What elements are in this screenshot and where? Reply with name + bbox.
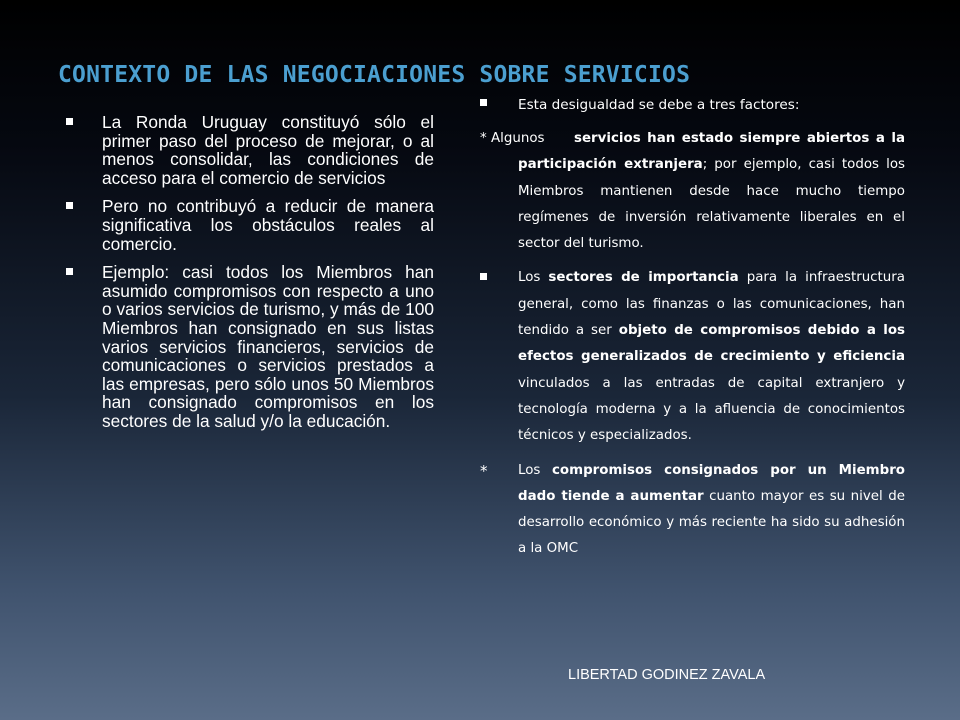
square-bullet-icon: [66, 268, 73, 275]
slide-title: CONTEXTO DE LAS NEGOCIACIONES SOBRE SERVICIOS: [58, 62, 691, 88]
factor-bold: sectores de importancia: [548, 270, 739, 286]
left-bullet-item: [66, 197, 434, 253]
factor-text: [518, 458, 905, 563]
left-bullet-item: [66, 113, 434, 187]
square-bullet-icon: [66, 118, 73, 125]
factor-text-part: cuanto mayor es su nivel de desarrollo económico y más reciente ha sido su adhesión a la OMC: [518, 488, 905, 557]
factor-text-part: vinculados a las entradas de capital extranjero y tecnología moderna y a la afluencia de conocimientos técnicos y especializados.: [518, 375, 905, 444]
factor-text-part: Los: [518, 270, 549, 286]
factor-item-1: [480, 126, 905, 257]
asterisk-marker: *: [480, 461, 488, 480]
author-footer: LIBERTAD GODINEZ ZAVALA: [568, 667, 766, 683]
left-column: [66, 113, 434, 441]
asterisk-marker: *: [480, 131, 487, 146]
bullet-text: Pero no contribuyó a reducir de manera significativa los obstáculos reales al comercio.: [102, 196, 434, 254]
square-bullet-icon: [480, 99, 487, 106]
factor-text-part: Los: [518, 462, 552, 478]
factor-bold: compromisos consignados por un Miembro dado tiende a aumentar: [518, 462, 906, 504]
factor-item-3: [480, 458, 905, 563]
factor-lead-word: Algunos: [490, 131, 545, 146]
factor-text: [518, 265, 905, 449]
bullet-text: Ejemplo: casi todos los Miembros han asumido compromisos con respecto a uno o varios servicios de turismo, y más de 100 Miembros han consignado en sus listas varios servicios financieros, servicios de comunicaciones o servicios prestados a las empresas, pero sólo unos 50 Miembros han consignado compromisos en los sectores de la salud y/o la educación.: [102, 262, 434, 431]
factor-text-part: para la infraestructura general, como las finanzas o las comunicaciones, han tendido a ser: [518, 270, 905, 339]
factor-bold: objeto de compromisos debido a los efectos generalizados de crecimiento y eficiencia: [518, 323, 905, 365]
square-bullet-icon: [480, 273, 487, 280]
bullet-text: La Ronda Uruguay constituyó sólo el primer paso del proceso de mejorar, o al menos consolidar, las condiciones de acceso para el comercio de servicios: [102, 112, 434, 188]
left-bullet-item: [66, 263, 434, 430]
right-column: [480, 96, 905, 571]
square-bullet-icon: [66, 202, 73, 209]
right-intro-item: [480, 96, 905, 114]
intro-text: Esta desigualdad se debe a tres factores:: [518, 97, 800, 113]
factor-item-2: [480, 265, 905, 449]
factor-rest: ; por ejemplo, casi todos los Miembros mantienen desde hace mucho tiempo regímenes de inversión relativamente liberales en el sector del turismo.: [518, 157, 905, 252]
factor-bold: servicios han estado siempre abiertos a la participación extranjera: [518, 131, 905, 173]
factor-lead: [480, 126, 545, 152]
